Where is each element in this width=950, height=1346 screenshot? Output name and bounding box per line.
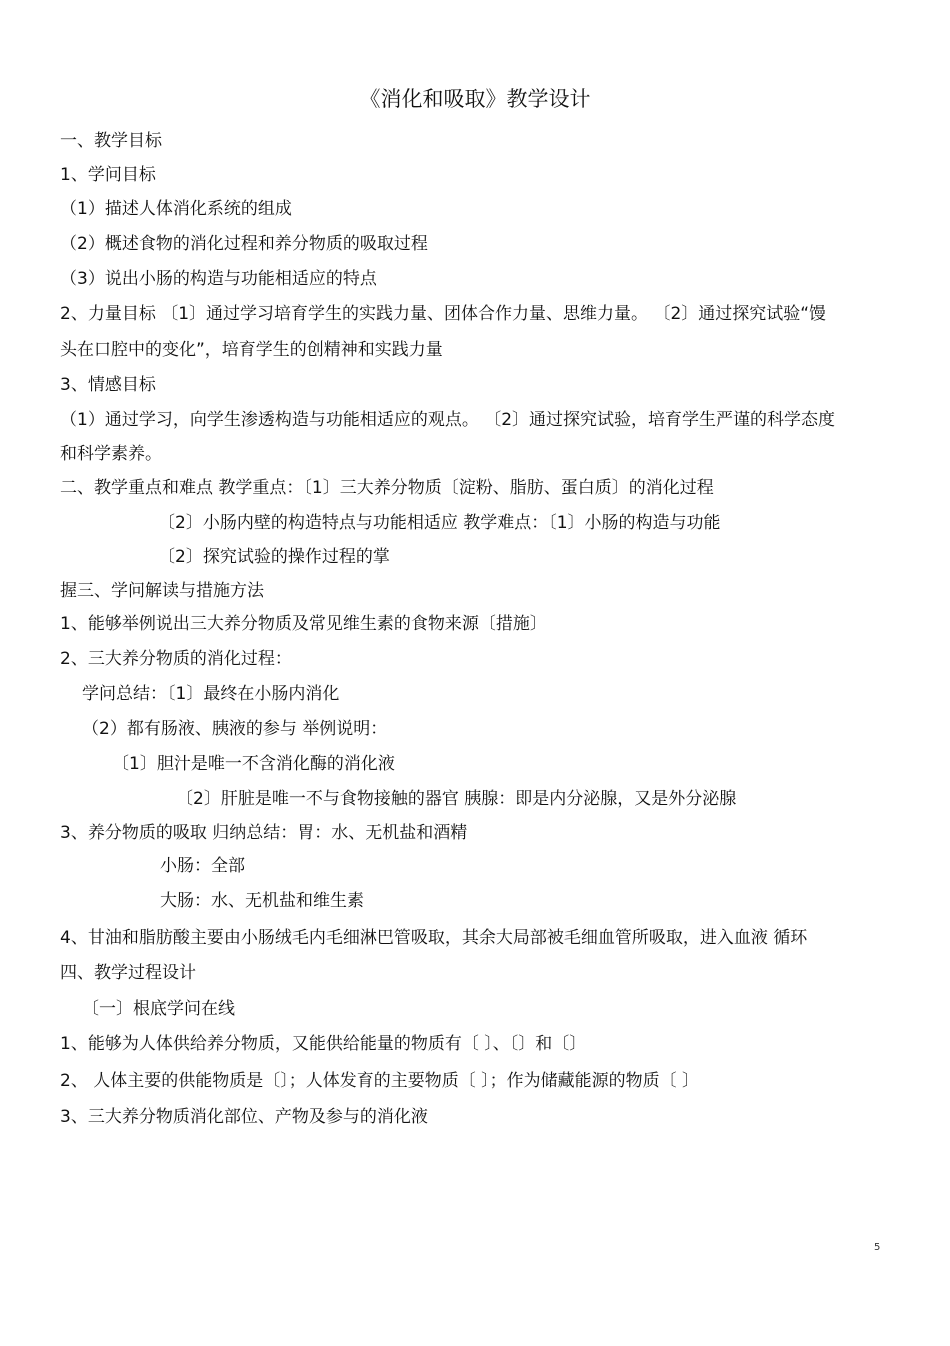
knowledge-goal-item: （3）说出小肠的构造与功能相适应的特点 [60, 269, 377, 289]
section-heading-key-points: 二、教学重点和难点 教学重点：〔1〕三大养分物质〔淀粉、脂肪、蛋白质〕的消化过程 [60, 478, 714, 498]
question-line: 1、能够为人体供给养分物质，又能供给能量的物质有〔 〕、〔〕和〔〕 [60, 1034, 587, 1054]
question-line: 2、 人体主要的供能物质是〔〕；人体发育的主要物质〔 〕；作为储藏能源的物质〔 〕 [60, 1071, 700, 1091]
emotion-goal-line: （1）通过学习，向学生渗透构造与功能相适应的观点。 〔2〕通过探究试验，培育学生严谨的科学态度 [60, 410, 836, 430]
absorption-line: 大肠：水、无机盐和维生素 [160, 891, 364, 911]
example-line: 〔1〕胆汁是唯一不含消化酶的消化液 [112, 754, 395, 774]
key-point-line: 〔2〕探究试验的操作过程的掌 [158, 547, 390, 567]
ability-goal-line: 头在口腔中的变化”，培育学生的创精神和实践力量 [60, 340, 443, 360]
page-number: 5 [874, 1242, 881, 1253]
emotion-goal-line: 和科学素养。 [60, 444, 162, 464]
absorption-line: 小肠：全部 [160, 856, 245, 876]
knowledge-goal-heading: 1、学问目标 [60, 165, 156, 185]
document-title: 《消化和吸取》教学设计 [359, 87, 591, 111]
ability-goal-line: 2、力量目标 〔1〕通过学习培育学生的实践力量、团体合作力量、思维力量。 〔2〕通过探究试验“馒 [60, 304, 827, 324]
example-line: 〔2〕肝脏是唯一不与食物接触的器官 胰腺：即是内分泌腺，又是外分泌腺 [176, 789, 737, 809]
method-item: 1、能够举例说出三大养分物质及常见维生素的食物来源〔措施〕 [60, 614, 547, 634]
question-line: 3、三大养分物质消化部位、产物及参与的消化液 [60, 1107, 428, 1127]
section-heading-methods: 握三、学问解读与措施方法 [60, 581, 264, 601]
summary-line: 学问总结：〔1〕最终在小肠内消化 [82, 684, 340, 704]
key-point-line: 〔2〕小肠内壁的构造特点与功能相适应 教学难点：〔1〕小肠的构造与功能 [158, 513, 721, 533]
process-subheading: 〔一〕根底学问在线 [82, 999, 235, 1019]
section-heading-teaching-goals: 一、教学目标 [60, 131, 162, 151]
absorption-line: 3、养分物质的吸取 归纳总结：胃：水、无机盐和酒精 [60, 823, 468, 843]
method-item: 2、三大养分物质的消化过程： [60, 649, 292, 669]
knowledge-goal-item: （1）描述人体消化系统的组成 [60, 199, 292, 219]
summary-line: （2）都有肠液、胰液的参与 举例说明： [82, 719, 388, 739]
absorption-line: 4、甘油和脂肪酸主要由小肠绒毛内毛细淋巴管吸取，其余大局部被毛细血管所吸取，进入血液 循环 [60, 928, 808, 948]
section-heading-process: 四、教学过程设计 [60, 963, 196, 983]
knowledge-goal-item: （2）概述食物的消化过程和养分物质的吸取过程 [60, 234, 428, 254]
emotion-goal-heading: 3、情感目标 [60, 375, 156, 395]
